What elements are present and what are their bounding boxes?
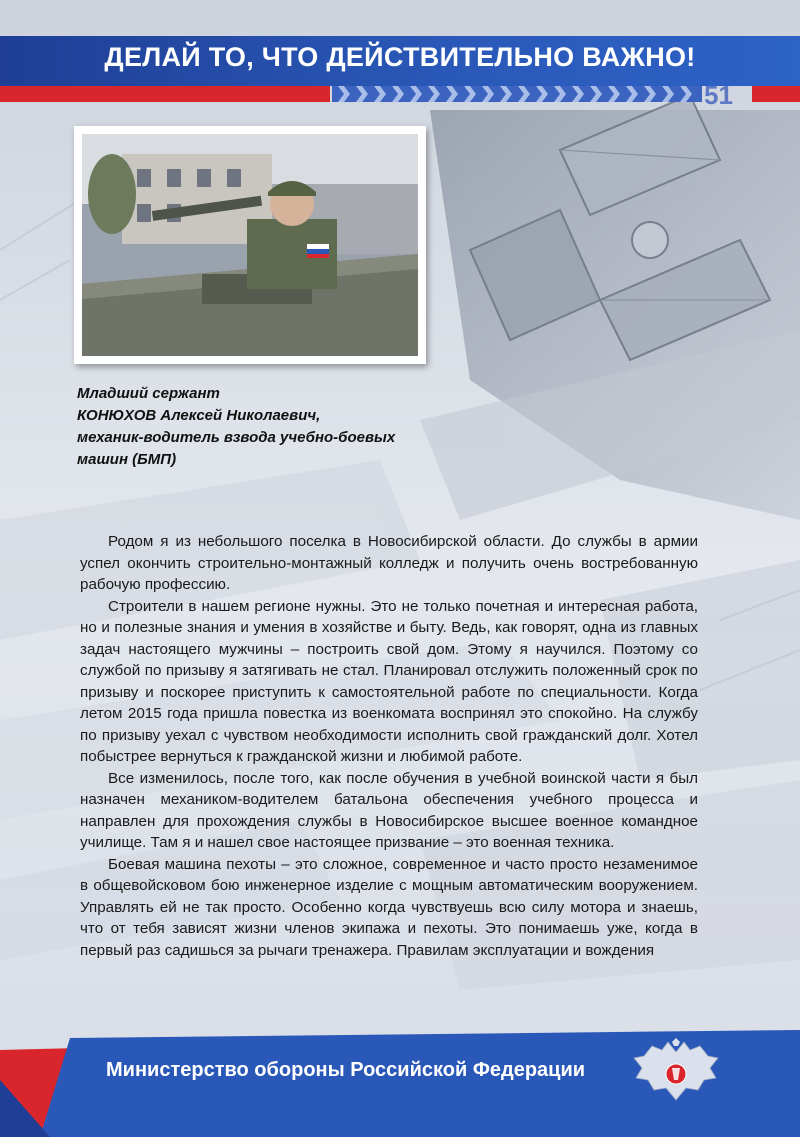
header-red-stripe-right [752, 86, 800, 102]
photo-frame [74, 126, 426, 364]
page-title: ДЕЛАЙ ТО, ЧТО ДЕЙСТВИТЕЛЬНО ВАЖНО! [104, 42, 696, 72]
article-paragraph: Боевая машина пехоты – это сложное, современное и часто просто незаменимое в общевойсковом бою инженерное изделие с мощным автоматическим вооружением. Управлять ей не так просто. Особенно когда чувствуешь всю силу мотора и знаешь, что от тебя зависят жизни членов экипажа и пехоты. Это понимаешь уже, когда в первый раз садишься за рычаги тренажера. Правилам эксплуатации и вождения [80, 855, 698, 959]
chevron-stripe [332, 86, 702, 102]
soldier-photo-image [82, 134, 418, 356]
article-paragraph: Все изменилось, после того, как после обучения в учебной воинской части я был назначен механиком-водителем батальона обеспечения учебного процесса и направлен для прохождения службы в Новосибирское высшее военное командное училище. Там я и нашел свое настоящее призвание – это военная техника. [80, 769, 698, 851]
footer-ministry-name: Министерство обороны Российской Федерации [106, 1059, 586, 1081]
article-paragraph: Родом я из небольшого поселка в Новосибирской области. До службы в армии успел окончить строительно-монтажный колледж и получить очень востребованную рабочую профессию. [80, 533, 698, 593]
header-red-stripe-left [0, 86, 330, 102]
article-body [80, 531, 698, 961]
caption-rank: Младший сержант [77, 385, 220, 402]
caption-position: механик-водитель взвода учебно-боевых [77, 429, 396, 446]
page-number: 51 [704, 80, 733, 110]
caption-position-cont: машин (БМП) [77, 451, 177, 468]
photo-caption [77, 383, 457, 471]
article-paragraph: Строители в нашем регионе нужны. Это не только почетная и интересная работа, но и полезные знания и умения в хозяйстве и быту. Ведь, как говорят, одна из главных задач настоящего мужчины – построить свой дом. Этому я научился. Поэтому со службой по призыву я затягивать не стал. Планировал отслужить положенный срок по призыву и поскорее приступить к самостоятельной работе по специальности. Когда летом 2015 года пришла повестка из военкомата воспринял это спокойно. На службу по призыву уехал с чувством необходимости исполнить свой гражданский долг. Хотел побыстрее вернуться к гражданской жизни и любимой работе. [80, 597, 698, 765]
double-headed-eagle-emblem-icon [632, 1038, 720, 1110]
caption-name: КОНЮХОВ Алексей Николаевич, [77, 407, 321, 424]
